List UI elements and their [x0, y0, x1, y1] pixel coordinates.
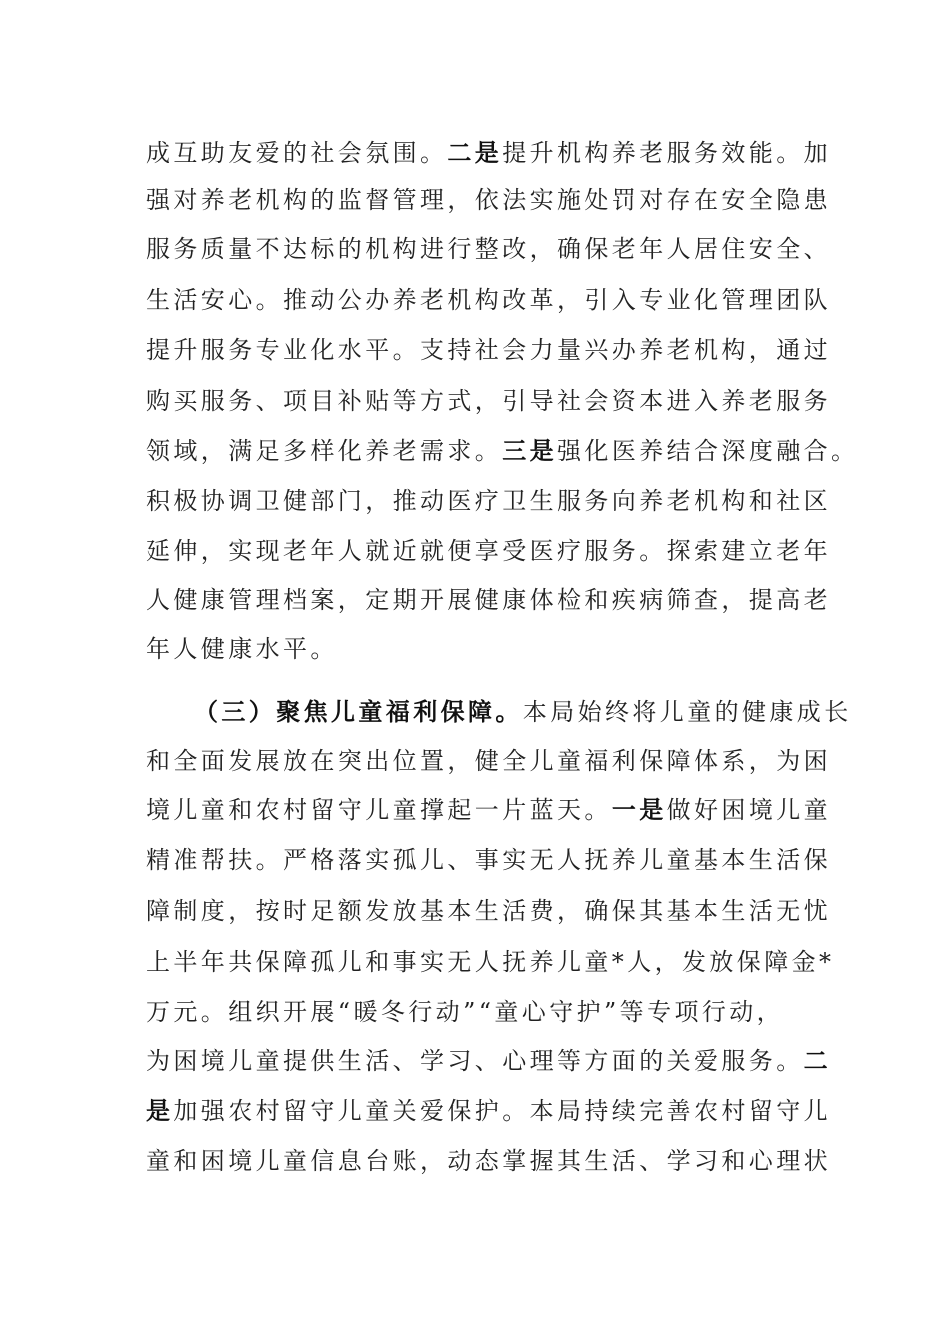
text-line: 成互助友爱的社会氛围。二是提升机构养老服务效能。加: [146, 139, 832, 167]
text-line: 强对养老机构的监督管理，依法实施处罚对存在安全隐患: [146, 186, 831, 214]
text-line: 童和困境儿童信息台账，动态掌握其生活、学习和心理状: [146, 1147, 831, 1175]
emphasis-label: 一是: [611, 796, 667, 824]
text-line: 和全面发展放在突出位置，健全儿童福利保障体系，为困: [146, 747, 831, 775]
text-line: 延伸，实现老年人就近就便享受医疗服务。探索建立老年: [146, 537, 831, 565]
text-line: 人健康管理档案，定期开展健康体检和疾病筛查，提高老: [146, 586, 831, 614]
text-line: 领域，满足多样化养老需求。三是强化医养结合深度融合。: [146, 437, 859, 465]
text-line: 上半年共保障孤儿和事实无人抚养儿童*人，发放保障金*: [146, 948, 835, 976]
section-heading: （三）聚焦儿童福利保障。: [194, 698, 523, 726]
text-line: 提升服务专业化水平。支持社会力量兴办养老机构，通过: [146, 336, 831, 364]
text-line: 万元。组织开展“暖冬行动”“童心守护”等专项行动，: [146, 998, 785, 1026]
emphasis-label: 二: [803, 1047, 832, 1075]
text-line: 境儿童和农村留守儿童撑起一片蓝天。一是做好困境儿童: [146, 796, 832, 824]
text-line: 服务质量不达标的机构进行整改，确保老年人居住安全、: [146, 235, 831, 263]
text-line: 购买服务、项目补贴等方式，引导社会资本进入养老服务: [146, 387, 831, 415]
emphasis-label: 是: [146, 1097, 174, 1125]
text-line: 是加强农村留守儿童关爱保护。本局持续完善农村留守儿: [146, 1097, 832, 1125]
section-heading-line: （三）聚焦儿童福利保障。本局始终将儿童的健康成长: [194, 698, 852, 726]
text-line: 障制度，按时足额发放基本生活费，确保其基本生活无忧: [146, 897, 831, 925]
text-line: 生活安心。推动公办养老机构改革，引入专业化管理团队: [146, 286, 831, 314]
emphasis-label: 二是: [447, 139, 503, 167]
emphasis-label: 三是: [502, 437, 558, 465]
text-line: 为困境儿童提供生活、学习、心理等方面的关爱服务。二: [146, 1047, 832, 1075]
text-line: 积极协调卫健部门，推动医疗卫生服务向养老机构和社区: [146, 487, 831, 515]
text-line: 精准帮扶。严格落实孤儿、事实无人抚养儿童基本生活保: [146, 846, 831, 874]
text-line: 年人健康水平。: [146, 635, 338, 663]
